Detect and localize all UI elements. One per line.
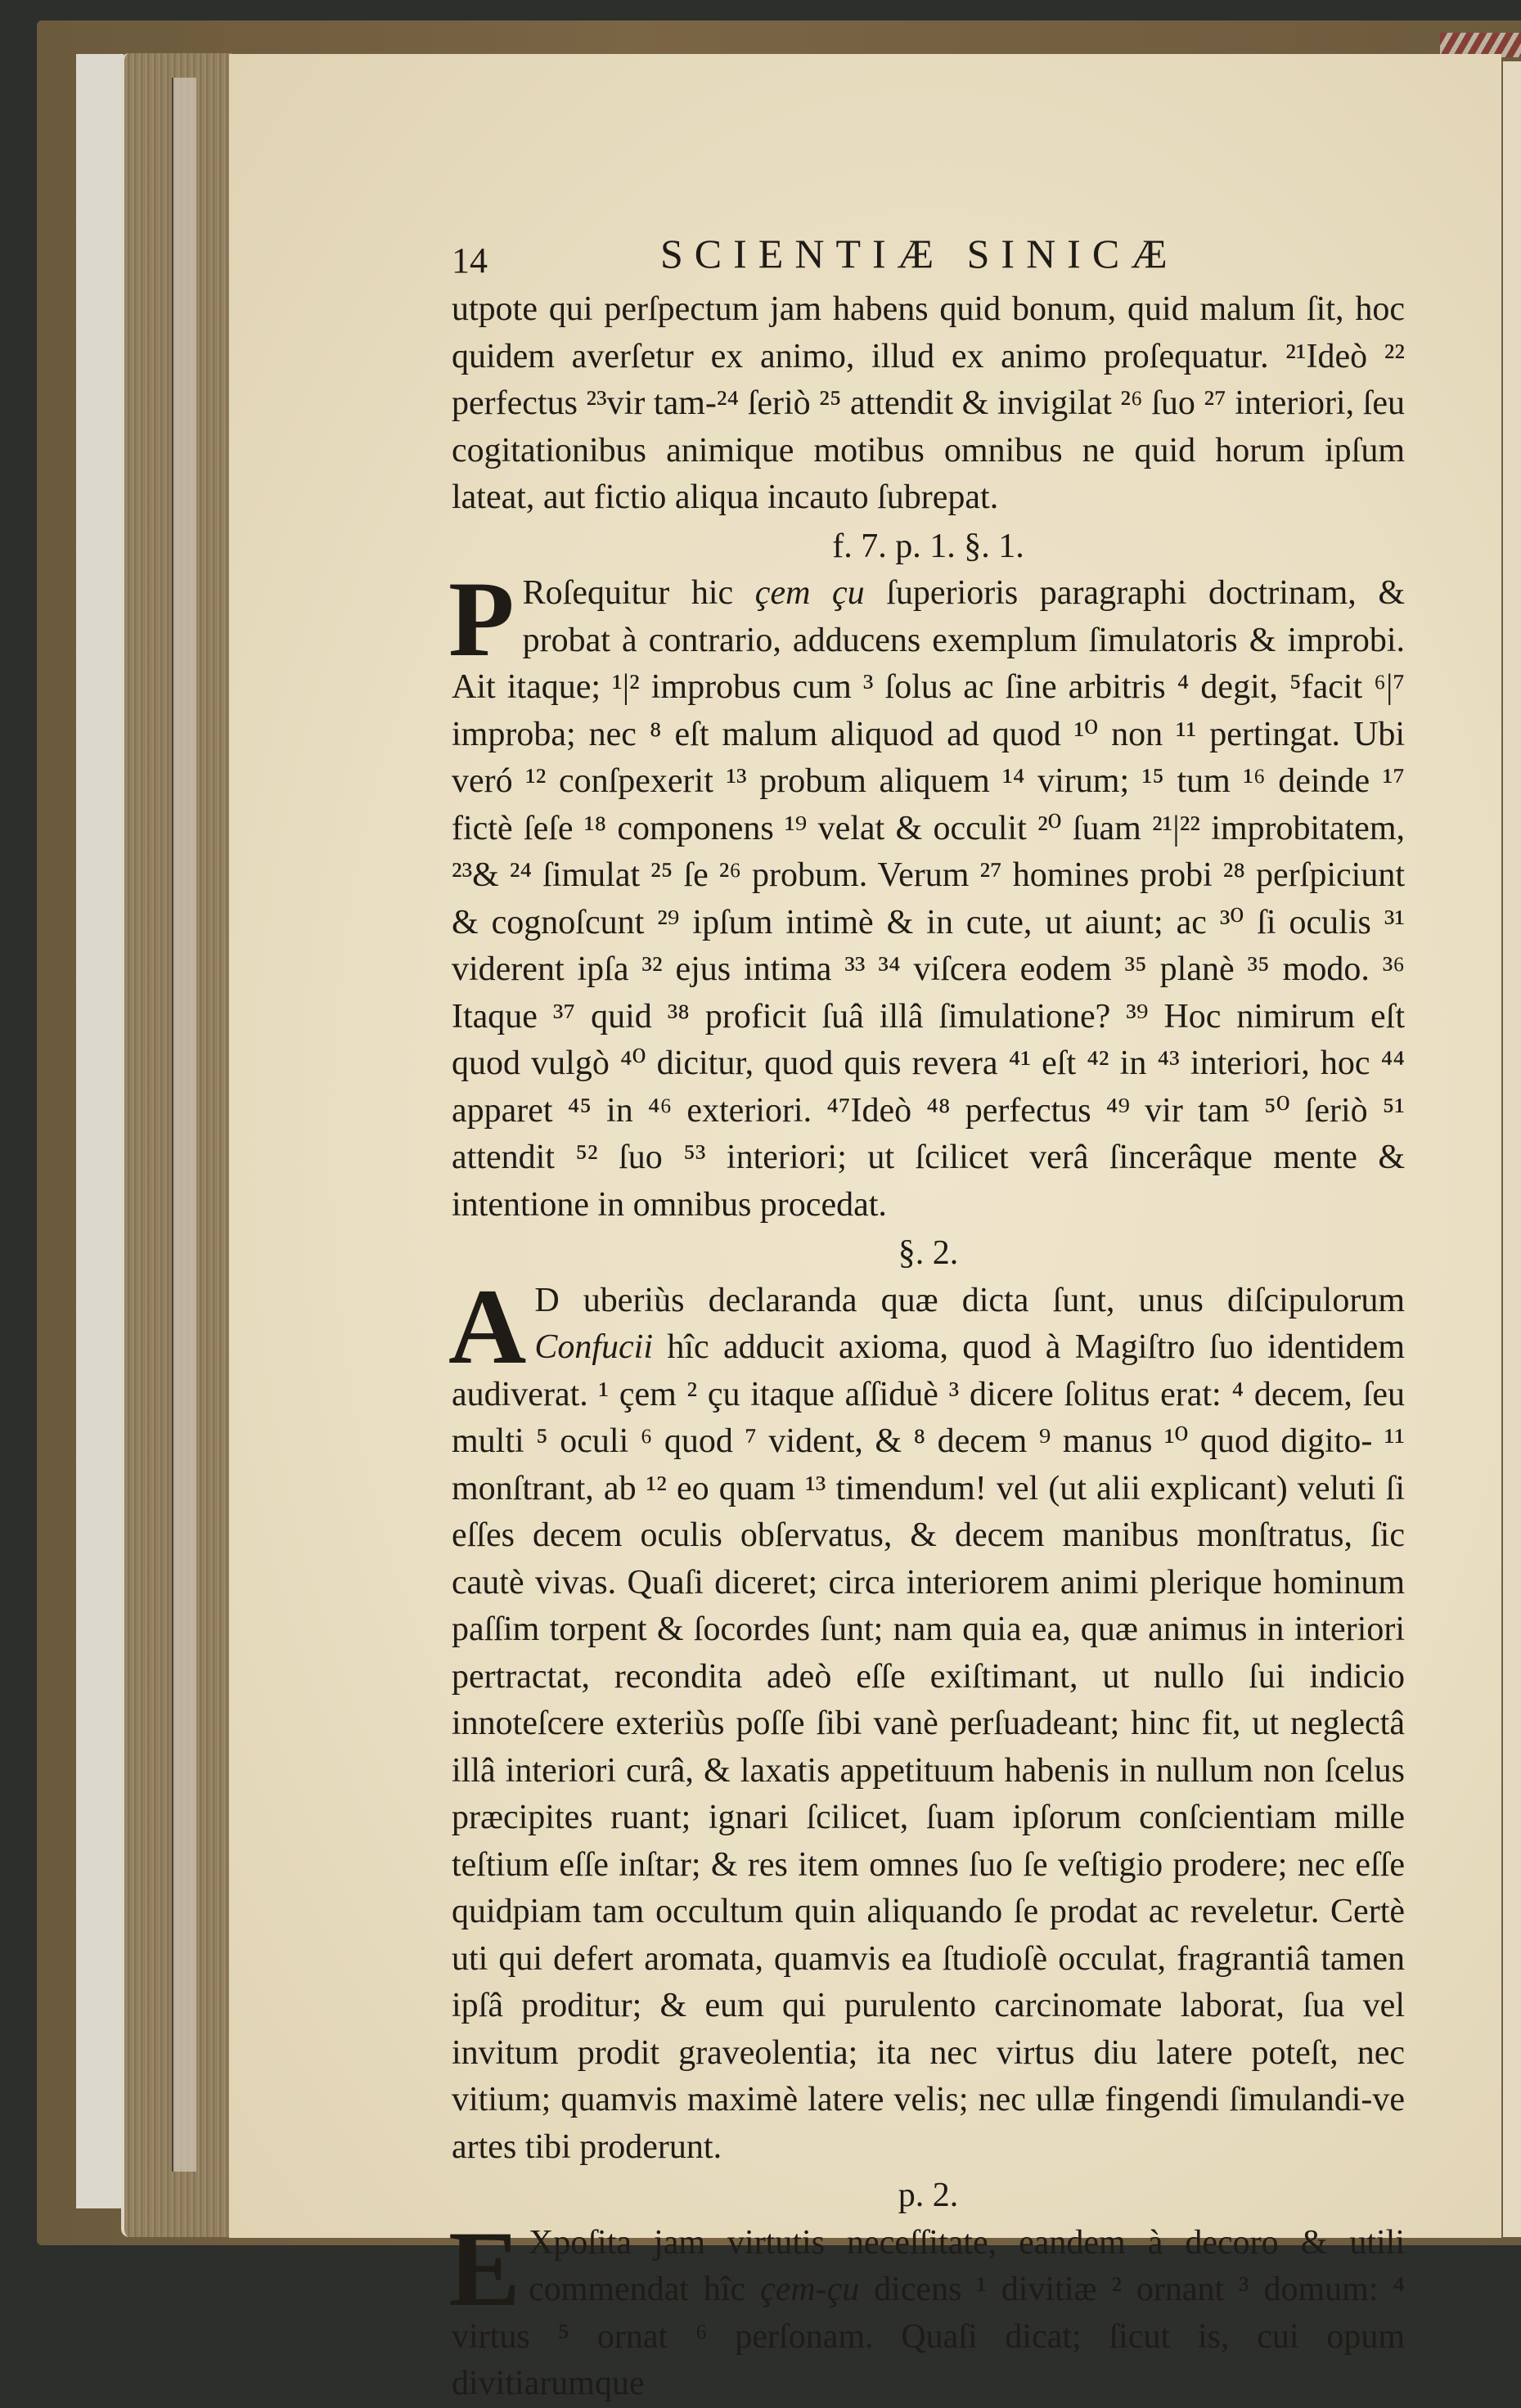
- drop-cap: P: [448, 559, 515, 679]
- paragraph-italic-term: çem-çu: [760, 2271, 860, 2308]
- paragraph-lead: Xpoſita jam virtutis neceſſitate, eandem à decoro & utili commendat hîc: [529, 2223, 1405, 2308]
- paragraph-body: hîc adducit axioma, quod à Magiſtro ſuo identidem audiverat. ¹ çem ² çu itaque aſſiduè ³ dicere ſolitus erat: ⁴ decem, ſeu multi ⁵ oculi ⁶ quod ⁷ vident, & ⁸ decem ⁹ manus ¹⁰ quod digito- ¹¹ monſtrant, ab ¹² eo quam ¹³ timendum! vel (ut alii explicant) veluti ſi eſſes decem oculis obſervatus, & decem manibus monſtratus, ſic cautè vivas. Quaſi diceret; circa interiorem animi plerique hominum paſſim torpent & ſocordes ſunt; nam quia ea, quæ animus in interiori pertractat, recondita adeò eſſe exiſtimant, ut nullo ſui indicio innoteſcere exteriùs poſſe ſibi vanè perſuadeant; hinc fit, ut neglectâ illâ interiori curâ, & laxatis appetituum habenis in nullum non ſcelus præcipites ruant; ignari ſcilicet, ſuam ipſorum conſcientiam mille teſtium eſſe inſtar; & res item omnes ſuo ſe veſtigio prodere; nec eſſe quidpiam tam occultum quin aliquando ſe prodat ac reveletur. Certè uti qui defert aromata, quamvis ea ſtudioſè occulat, fragrantiâ tamen ipſâ proditur; & eum qui purulento carcinomate laborat, ſua vel invitum prodit graveolentia; ita nec virtus diu latere poteſt, nec vitium; quamvis maximè latere velis; nec ullæ fingendi ſimulandi-ve artes tibi proderunt.: [452, 1328, 1405, 2166]
- paragraph-italic-term: Confucii: [534, 1328, 653, 1366]
- paragraph-lead: D uberiùs declaranda quæ dicta ſunt, unus diſcipulorum: [534, 1281, 1405, 1319]
- paragraph-italic-term: çem çu: [754, 574, 865, 612]
- section-paragraph: [448, 559, 1405, 1229]
- section-paragraph: [448, 2208, 1405, 2408]
- continuation-paragraph: utpote qui perſpectum jam habens quid bonum, quid malum ſit, hoc quidem averſetur ex animo, illud ex animo proſequatur. ²¹Ideò ²² perfectus ²³vir tam-²⁴ ſeriò ²⁵ attendit & invigilat ²⁶ ſuo ²⁷ interiori, ſeu cogitationibus animique motibus omnibus ne quid horum ipſum lateat, aut fictio aliqua incauto ſubrepat.: [452, 290, 1405, 516]
- paragraph-body: dicens ¹ divitiæ ² ornant ³ domum: ⁴ virtus ⁵ ornat ⁶ perſonam. Quaſi dicat; ſicut is, cui opum divitiarumque: [452, 2271, 1405, 2402]
- next-page-edge: [1501, 61, 1521, 2237]
- section-label: f. 7. p. 1. §. 1.: [832, 527, 1024, 565]
- running-title: SCIENTIÆ SINICÆ: [660, 231, 1179, 276]
- running-head: [452, 231, 1405, 286]
- paragraph-body: ſuperioris paragraphi doctrinam, & probat à contrario, adducens exemplum ſimulatoris & improbi. Ait itaque; ¹|² improbus cum ³ ſolus ac ſine arbitris ⁴ degit, ⁵facit ⁶|⁷ improba; nec ⁸ eſt malum aliquod ad quod ¹⁰ non ¹¹ pertingat. Ubi veró ¹² conſpexerit ¹³ probum aliquem ¹⁴ virum; ¹⁵ tum ¹⁶ deinde ¹⁷ fictè ſeſe ¹⁸ componens ¹⁹ velat & occulit ²⁰ ſuam ²¹|²² improbitatem, ²³& ²⁴ ſimulat ²⁵ ſe ²⁶ probum. Verum ²⁷ homines probi ²⁸ perſpiciunt & cognoſcunt ²⁹ ipſum intimè & in cute, ut aiunt; ac ³⁰ ſi oculis ³¹ viderent ipſa ³² ejus intima ³³ ³⁴ viſcera eodem ³⁵ planè ³⁵ modo. ³⁶ Itaque ³⁷ quid ³⁸ proficit ſuâ illâ ſimulatione? ³⁹ Hoc nimirum eſt quod vulgò ⁴⁰ dicitur, quod quis revera ⁴¹ eſt ⁴² in ⁴³ interiori, hoc ⁴⁴ apparet ⁴⁵ in ⁴⁶ exteriori. ⁴⁷Ideò ⁴⁸ perfectus ⁴⁹ vir tam ⁵⁰ ſeriò ⁵¹ attendit ⁵² ſuo ⁵³ interiori; ut ſcilicet verâ ſincerâque mente & intentione in omnibus procedat.: [452, 574, 1405, 1224]
- inserted-slip: [172, 78, 196, 2172]
- section-paragraph: [448, 1265, 1405, 2172]
- page-number: 14: [452, 240, 488, 281]
- drop-cap: A: [448, 1265, 527, 1386]
- endpaper: [76, 54, 124, 2208]
- drop-cap: E: [448, 2208, 521, 2329]
- page-text: [448, 231, 1405, 2408]
- section-label: p. 2.: [898, 2177, 959, 2214]
- paragraph-lead: Roſequitur hic: [522, 574, 755, 612]
- section-label: §. 2.: [898, 1234, 959, 1272]
